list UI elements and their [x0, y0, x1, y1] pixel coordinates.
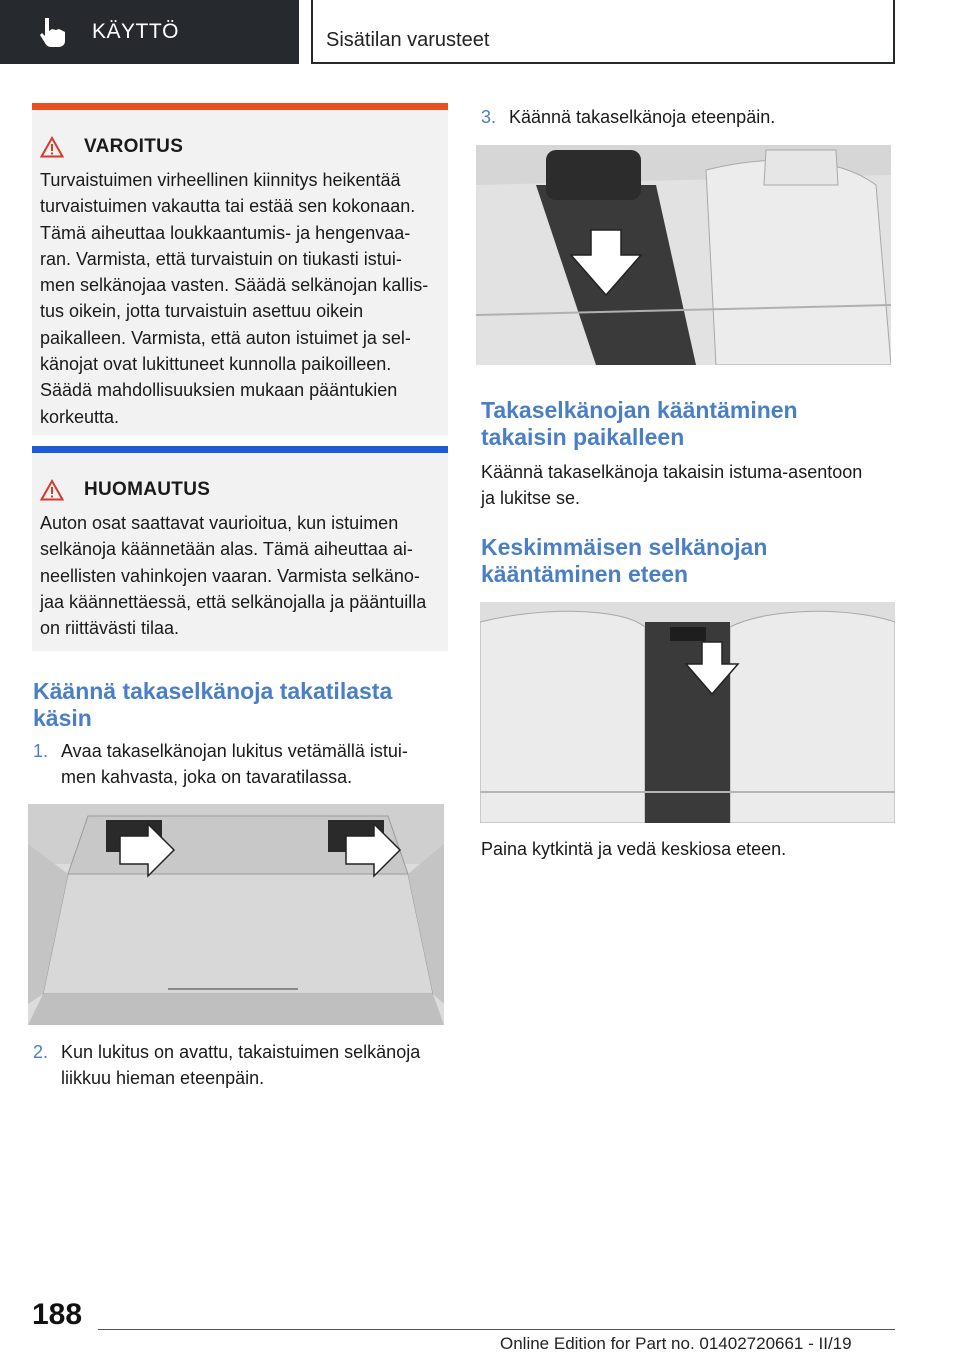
warning-box [32, 103, 448, 435]
backrest-fold-illustration [476, 145, 891, 365]
edition-text: Online Edition for Part no. 01402720661 - II/19 [500, 1334, 852, 1353]
notice-title: HUOMAUTUS [84, 479, 211, 500]
step-1: 1. Avaa takaselkänojan lukitus vetämällä istui- men kahvasta, joka on tavaratilassa. [33, 741, 408, 787]
trunk-illustration [28, 804, 444, 1025]
warning-text: Turvaistuimen virheellinen kiinnitys heikentää turvaistuimen vakautta tai estää sen kokonaan. Tämä aiheuttaa loukkaantumis- ja hengenvaa- ran. Varmista, että turvaistuin on tiukasti istui- men selkänojaa vasten. Säädä selkänojan kallis- tus oikein, jotta turvaistuin asettuu oikein paikalleen. Varmista, että auton istuimet ja sel- känojat ovat lukittuneet kunnolla paikoilleen. Säädä mahdollisuuksien mukaan pääntukien korkeutta. [40, 170, 429, 427]
warning-title: VAROITUS [84, 136, 184, 157]
heading-center-backrest: Keskimmäisen selkänojan kääntäminen eteen [481, 534, 768, 587]
pointing-hand-icon [36, 15, 70, 49]
step-3: 3. Käännä takaselkänoja eteenpäin. [481, 107, 776, 127]
warning-bar [32, 103, 448, 110]
center-backrest-text: Paina kytkintä ja vedä keskiosa eteen. [481, 839, 787, 859]
heading-fold-from-trunk: Käännä takaselkänoja takatilasta käsin [33, 678, 393, 731]
chapter-label: KÄYTTÖ [92, 20, 180, 43]
notice-text: Auton osat saattavat vaurioitua, kun istuimen selkänoja käännetään alas. Tämä aiheuttaa ai- neellisten vahinkojen vaaran. Varmista selkäno- jaa käännettäessä, että selkänojalla ja pääntuilla on riittävästi tilaa. [40, 513, 427, 639]
step-2: 2. Kun lukitus on avattu, takaistuimen selkänoja liikkuu hieman eteenpäin. [33, 1042, 421, 1088]
chapter-tab [0, 0, 299, 64]
page-number: 188 [32, 1298, 83, 1331]
notice-box [32, 446, 448, 651]
center-backrest-illustration [480, 602, 895, 823]
warning-triangle-icon [40, 136, 64, 158]
fold-back-text: Käännä takaselkänoja takaisin istuma-asentoon ja lukitse se. [481, 462, 863, 508]
footer-rule [98, 1329, 895, 1330]
notice-bar [32, 446, 448, 453]
heading-fold-back: Takaselkänojan kääntäminen takaisin paikalleen [481, 397, 798, 450]
section-title: Sisätilan varusteet [326, 29, 490, 51]
warning-triangle-icon [40, 479, 64, 501]
